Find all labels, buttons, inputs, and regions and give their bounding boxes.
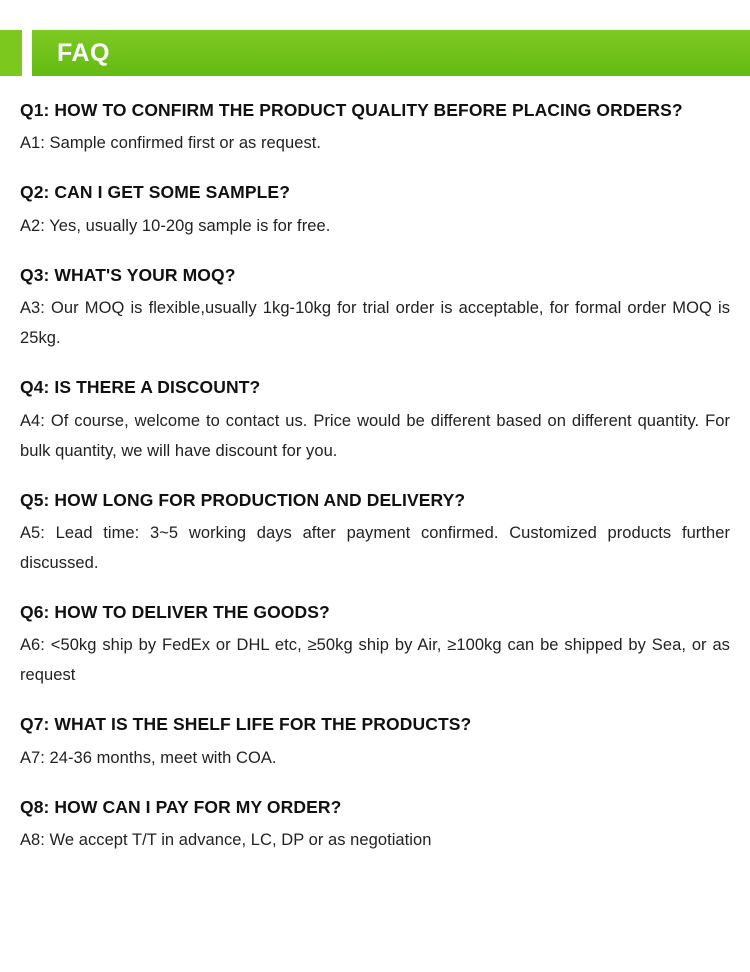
header-gap [22, 30, 32, 76]
faq-question: Q1: HOW TO CONFIRM THE PRODUCT QUALITY BEFORE PLACING ORDERS? [20, 100, 683, 120]
faq-answer: A5: Lead time: 3~5 working days after payment confirmed. Customized products further discussed. [20, 523, 730, 572]
faq-question: Q8: HOW CAN I PAY FOR MY ORDER? [20, 796, 342, 817]
faq-answer: A6: <50kg ship by FedEx or DHL etc, ≥50kg ship by Air, ≥100kg can be shipped by Sea, or as request [20, 636, 730, 685]
faq-question: Q6: HOW TO DELIVER THE GOODS? [20, 602, 330, 622]
faq-item [20, 375, 730, 465]
faq-item [20, 600, 730, 690]
faq-item [20, 180, 730, 240]
faq-answer: A8: We accept T/T in advance, LC, DP or as negotiation [20, 831, 432, 850]
page-title: FAQ [57, 38, 110, 67]
faq-answer: A2: Yes, usually 10-20g sample is for free. [20, 216, 331, 235]
faq-list [0, 76, 750, 855]
faq-answer: A7: 24-36 months, meet with COA. [20, 748, 277, 767]
faq-header-banner [0, 30, 750, 76]
faq-answer: A4: Of course, welcome to contact us. Price would be different based on different quantity. For bulk quantity, we will have discount for you. [20, 411, 730, 460]
faq-question: Q4: IS THERE A DISCOUNT? [20, 377, 261, 398]
faq-item [20, 263, 730, 353]
header-bar [32, 30, 750, 76]
faq-item [20, 795, 730, 855]
faq-question: Q3: WHAT'S YOUR MOQ? [20, 264, 236, 285]
faq-item [20, 488, 730, 578]
faq-question: Q2: CAN I GET SOME SAMPLE? [20, 182, 290, 203]
faq-answer: A1: Sample confirmed first or as request. [20, 134, 322, 153]
faq-question: Q7: WHAT IS THE SHELF LIFE FOR THE PRODUCTS? [20, 714, 472, 735]
faq-item [20, 712, 730, 772]
faq-item [20, 98, 730, 158]
faq-page [0, 30, 750, 972]
header-accent-block [0, 30, 22, 76]
faq-question: Q5: HOW LONG FOR PRODUCTION AND DELIVERY? [20, 489, 466, 510]
faq-answer: A3: Our MOQ is flexible,usually 1kg-10kg for trial order is acceptable, for formal order MOQ is 25kg. [20, 299, 730, 348]
